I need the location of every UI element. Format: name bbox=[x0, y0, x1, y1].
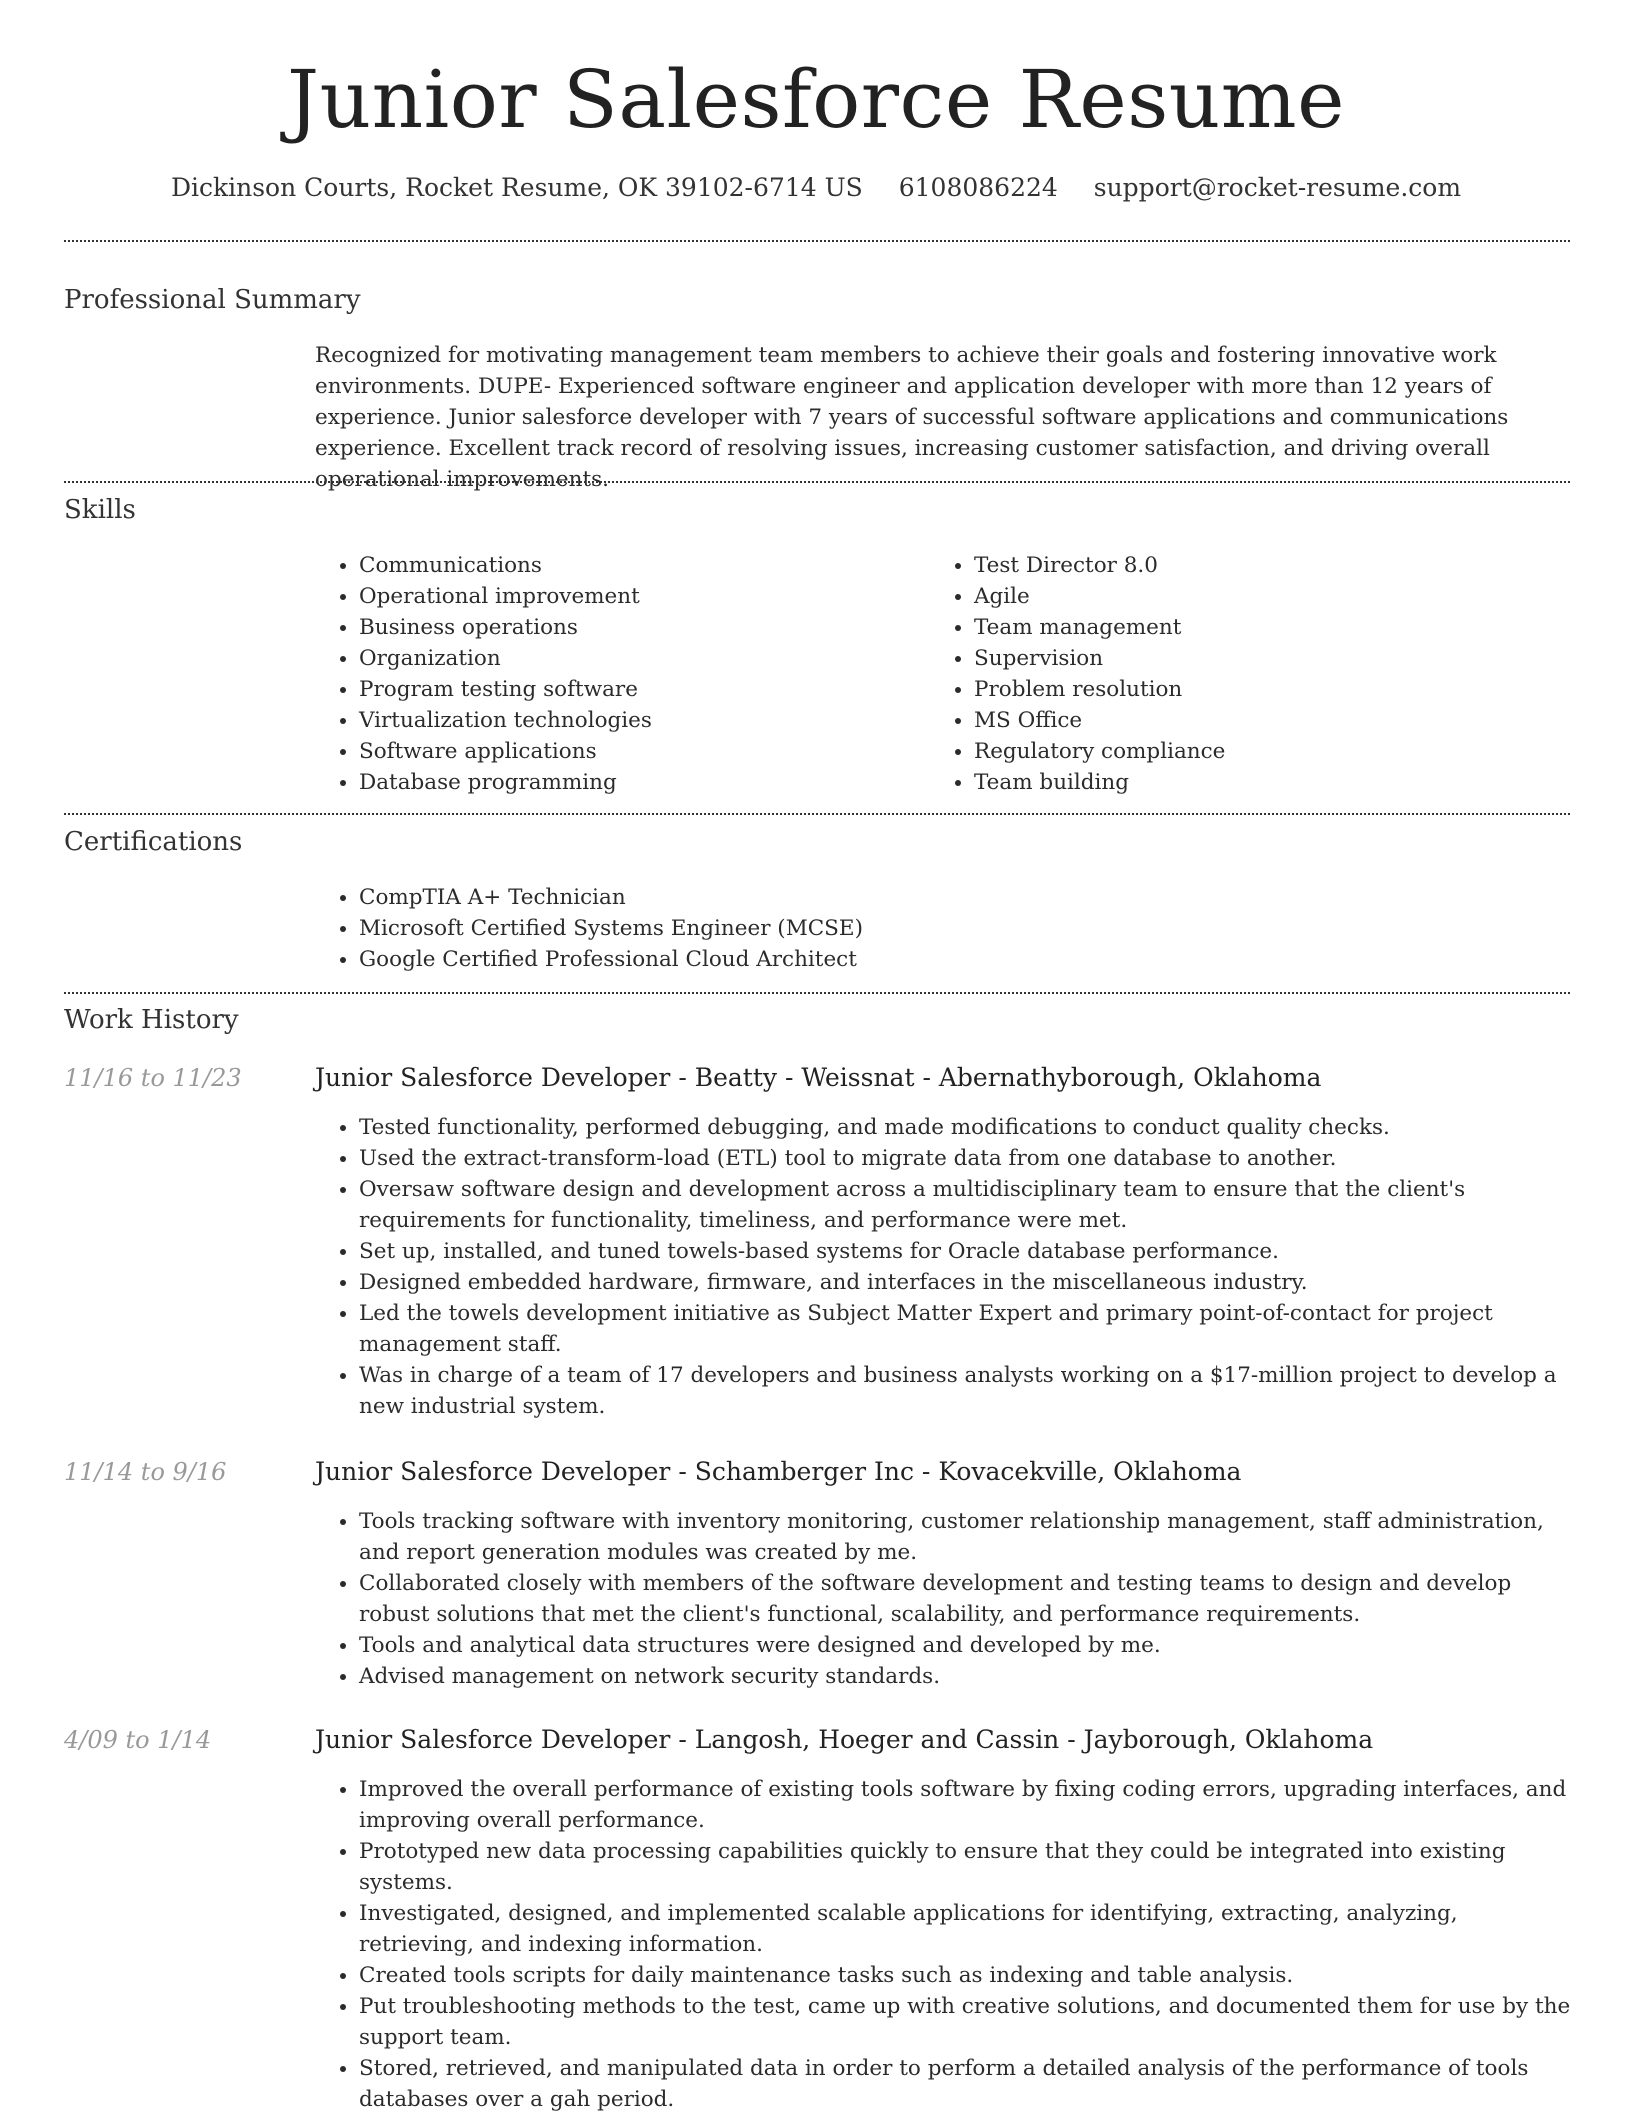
job-dates: 11/16 to 11/23 bbox=[64, 1064, 242, 1092]
certifications-block bbox=[315, 882, 1515, 975]
certifications-list bbox=[315, 882, 1515, 975]
skill-item: • Team management bbox=[974, 612, 1530, 643]
job-duties bbox=[315, 1774, 1575, 2115]
contact-email: support@rocket-resume.com bbox=[1093, 173, 1462, 202]
skill-item: • Virtualization technologies bbox=[359, 705, 915, 736]
job-title: Junior Salesforce Developer - Beatty - Weissnat - Abernathyborough, Oklahoma bbox=[315, 1063, 1322, 1092]
job-duty: • Was in charge of a team of 17 developers and business analysts working on a $17-million project to develop a new industrial system. bbox=[359, 1360, 1575, 1422]
contact-phone: 6108086224 bbox=[898, 173, 1058, 202]
job-duty: • Collaborated closely with members of the software development and testing teams to design and develop robust solutions that met the client's functional, scalability, and performance requirements. bbox=[359, 1568, 1575, 1630]
skill-item: • Database programming bbox=[359, 767, 915, 798]
job-duties bbox=[315, 1112, 1575, 1422]
job-title: Junior Salesforce Developer - Langosh, Hoeger and Cassin - Jayborough, Oklahoma bbox=[315, 1725, 1374, 1754]
skill-item: • Business operations bbox=[359, 612, 915, 643]
contact-line bbox=[0, 172, 1632, 204]
resume-header bbox=[0, 0, 1632, 204]
skill-item: • Test Director 8.0 bbox=[974, 550, 1530, 581]
skill-item: • Regulatory compliance bbox=[974, 736, 1530, 767]
job-duty: • Put troubleshooting methods to the test, came up with creative solutions, and documented them for use by the support team. bbox=[359, 1991, 1575, 2053]
divider bbox=[64, 813, 1570, 815]
job-duty: • Created tools scripts for daily maintenance tasks such as indexing and table analysis. bbox=[359, 1960, 1575, 1991]
section-title-summary: Professional Summary bbox=[64, 285, 361, 315]
skill-item: • Communications bbox=[359, 550, 915, 581]
resume-name: Junior Salesforce Resume bbox=[287, 53, 1345, 146]
job-duty: • Oversaw software design and development across a multidisciplinary team to ensure that the client's requirements for functionality, timeliness, and performance were met. bbox=[359, 1174, 1575, 1236]
section-title-work-history: Work History bbox=[64, 1005, 239, 1035]
job-duty: • Tools tracking software with inventory monitoring, customer relationship management, staff administration, and report generation modules was created by me. bbox=[359, 1506, 1575, 1568]
certification-item: • CompTIA A+ Technician bbox=[359, 882, 1515, 913]
skills-list-left bbox=[315, 550, 915, 798]
job-duty: • Used the extract-transform-load (ETL) tool to migrate data from one database to another. bbox=[359, 1143, 1575, 1174]
job-duty: • Tested functionality, performed debugging, and made modifications to conduct quality checks. bbox=[359, 1112, 1575, 1143]
job-duty: • Investigated, designed, and implemented scalable applications for identifying, extracting, analyzing, retrieving, and indexing information. bbox=[359, 1898, 1575, 1960]
summary-text: Recognized for motivating management team members to achieve their goals and fostering innovative work environments. DUPE- Experienced software engineer and application developer with more than 12 years of experience. Junior salesforce developer with 7 years of successful software applications and communications experience. Excellent track record of resolving issues, increasing customer satisfaction, and driving overall operational improvements. bbox=[315, 343, 1509, 492]
contact-address: Dickinson Courts, Rocket Resume, OK 39102-6714 US bbox=[170, 173, 863, 202]
skill-item: • Problem resolution bbox=[974, 674, 1530, 705]
job-duty: • Set up, installed, and tuned towels-based systems for Oracle database performance. bbox=[359, 1236, 1575, 1267]
job-duties bbox=[315, 1506, 1575, 1692]
job-duties-list bbox=[315, 1506, 1575, 1692]
job-duty: • Advised management on network security standards. bbox=[359, 1661, 1575, 1692]
job-dates: 11/14 to 9/16 bbox=[64, 1458, 227, 1486]
job-duty: • Tools and analytical data structures were designed and developed by me. bbox=[359, 1630, 1575, 1661]
skill-item: • Agile bbox=[974, 581, 1530, 612]
job-duty: • Led the towels development initiative as Subject Matter Expert and primary point-of-contact for project management staff. bbox=[359, 1298, 1575, 1360]
skills-column-right bbox=[930, 550, 1530, 798]
skill-item: • Operational improvement bbox=[359, 581, 915, 612]
divider bbox=[64, 992, 1570, 994]
job-dates: 4/09 to 1/14 bbox=[64, 1726, 212, 1754]
job-duty: • Stored, retrieved, and manipulated data in order to perform a detailed analysis of the performance of tools databases over a gah period. bbox=[359, 2053, 1575, 2115]
certification-item: • Microsoft Certified Systems Engineer (MCSE) bbox=[359, 913, 1515, 944]
job-duty: • Designed embedded hardware, firmware, and interfaces in the miscellaneous industry. bbox=[359, 1267, 1575, 1298]
skill-item: • Organization bbox=[359, 643, 915, 674]
job-duty: • Prototyped new data processing capabilities quickly to ensure that they could be integrated into existing systems. bbox=[359, 1836, 1575, 1898]
skill-item: • Team building bbox=[974, 767, 1530, 798]
section-title-certifications: Certifications bbox=[64, 827, 243, 857]
skill-item: • Program testing software bbox=[359, 674, 915, 705]
section-title-skills: Skills bbox=[64, 495, 136, 525]
skill-item: • Supervision bbox=[974, 643, 1530, 674]
divider bbox=[64, 481, 1570, 483]
job-title: Junior Salesforce Developer - Schamberger Inc - Kovacekville, Oklahoma bbox=[315, 1457, 1242, 1486]
skills-column-left bbox=[315, 550, 915, 798]
skills-list-right bbox=[930, 550, 1530, 798]
skill-item: • Software applications bbox=[359, 736, 915, 767]
job-duties-list bbox=[315, 1112, 1575, 1422]
job-duty: • Improved the overall performance of existing tools software by fixing coding errors, upgrading interfaces, and improving overall performance. bbox=[359, 1774, 1575, 1836]
skill-item: • MS Office bbox=[974, 705, 1530, 736]
divider bbox=[64, 240, 1570, 242]
certification-item: • Google Certified Professional Cloud Architect bbox=[359, 944, 1515, 975]
job-duties-list bbox=[315, 1774, 1575, 2115]
